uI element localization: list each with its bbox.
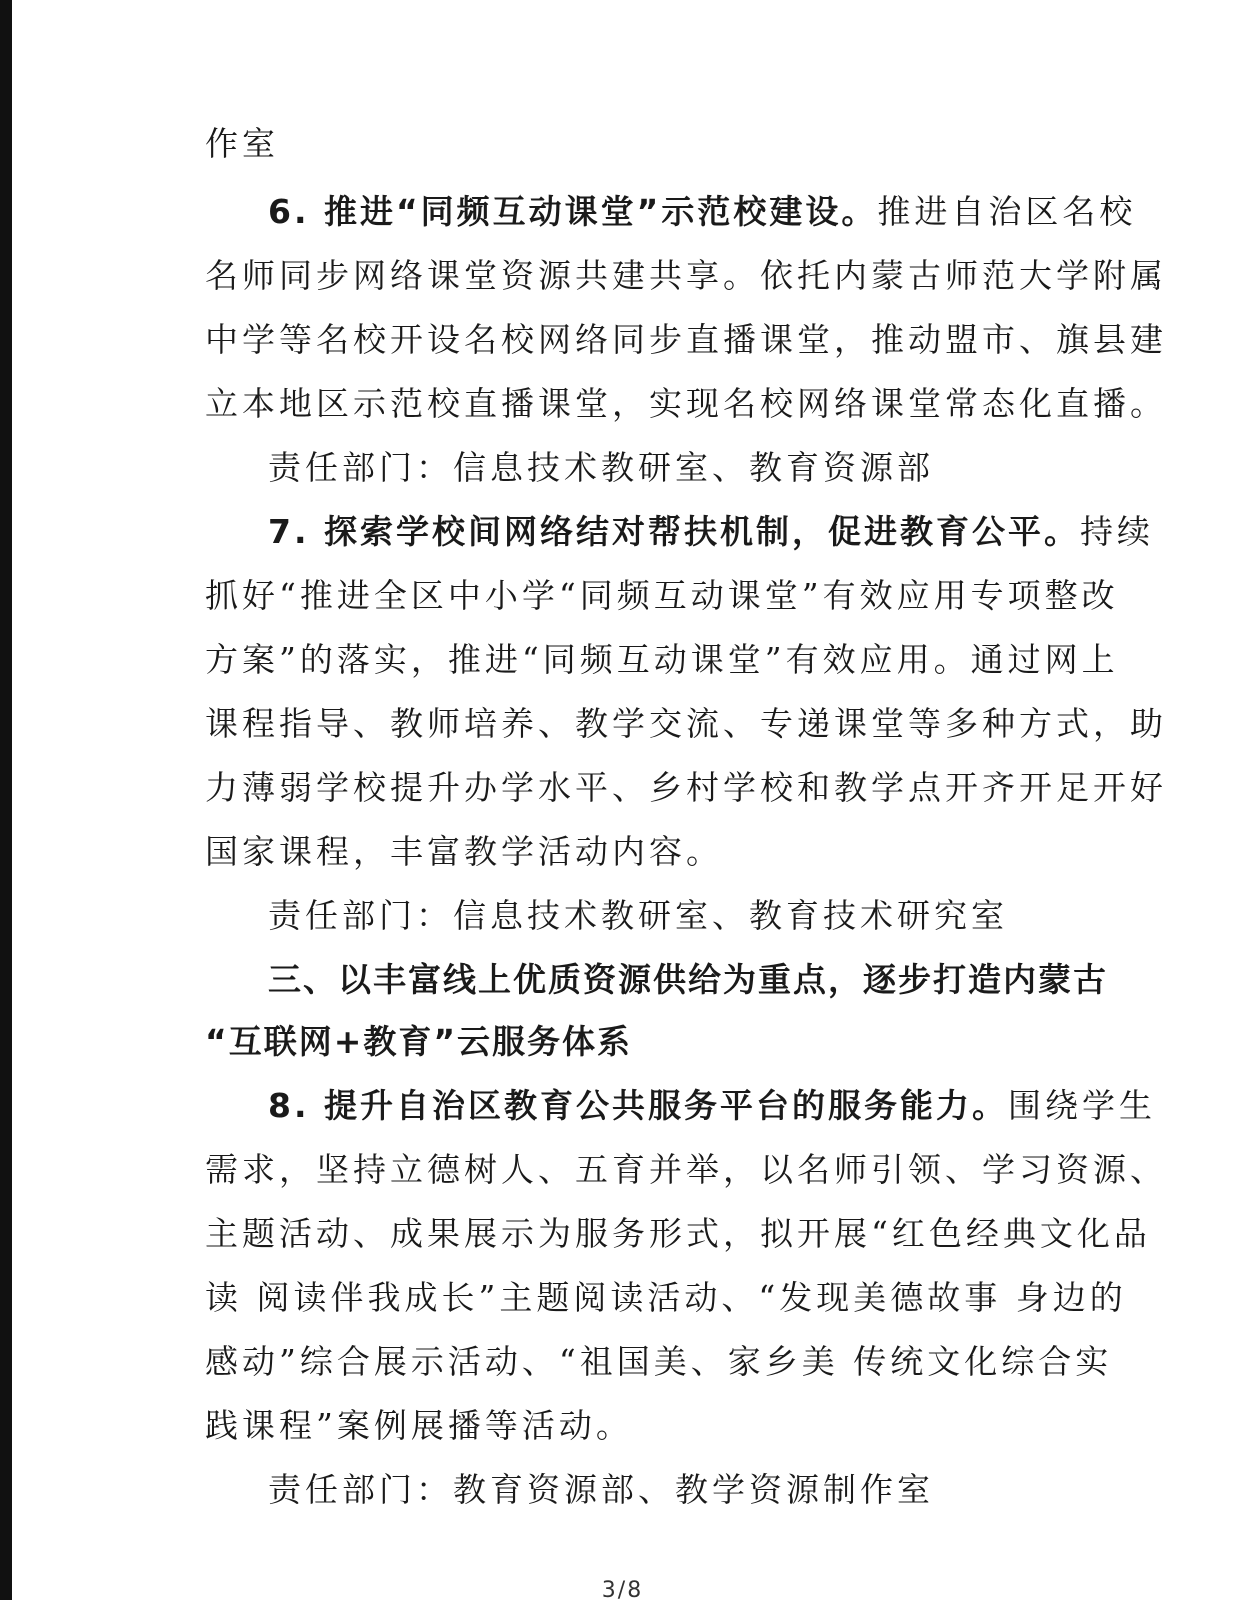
item-6-first-line [268,192,1137,232]
item-6-line-2: 名师同步网络课堂资源共建共享。依托内蒙古师范大学附属 [205,256,1167,295]
item-6-text: 推进自治区名校 [877,192,1137,231]
item-6-line-4: 立本地区示范校直播课堂，实现名校网络课堂常态化直播。 [205,384,1167,423]
section-3-heading-line-1: 三、以丰富线上优质资源供给为重点，逐步打造内蒙古 [268,960,1108,999]
item-7-line-4: 课程指导、教师培养、教学交流、专递课堂等多种方式，助 [205,704,1167,743]
item-8-text: 围绕学生 [1008,1086,1156,1125]
item-7-line-6: 国家课程，丰富教学活动内容。 [205,832,723,871]
page-number: 3/8 [601,1578,644,1603]
item-7-line-2: 抓好“推进全区中小学“同频互动课堂”有效应用专项整改 [205,576,1119,615]
item-8-line-6: 践课程”案例展播等活动。 [205,1406,633,1445]
item-7-heading: 7. 探索学校间网络结对帮扶机制，促进教育公平。 [268,512,1080,551]
continuation-line: 作室 [205,124,279,163]
section-3-heading-line-2: “互联网+教育”云服务体系 [205,1022,633,1061]
item-8-line-4: 读 阅读伴我成长”主题阅读活动、“发现美德故事 身边的 [205,1278,1127,1317]
item-8-line-5: 感动”综合展示活动、“祖国美、家乡美 传统文化综合实 [205,1342,1113,1381]
item-6-heading: 6. 推进“同频互动课堂”示范校建设。 [268,192,878,231]
item-6-line-3: 中学等名校开设名校网络同步直播课堂，推动盟市、旗县建 [205,320,1167,359]
item-8-line-2: 需求，坚持立德树人、五育并举，以名师引领、学习资源、 [205,1150,1167,1189]
item-7-line-3: 方案”的落实，推进“同频互动课堂”有效应用。通过网上 [205,640,1119,679]
item-8-first-line [268,1086,1156,1126]
item-8-responsible: 责任部门：教育资源部、教学资源制作室 [268,1470,934,1509]
item-7-first-line [268,512,1154,552]
item-7-text: 持续 [1080,512,1154,551]
item-7-line-5: 力薄弱学校提升办学水平、乡村学校和教学点开齐开足开好 [205,768,1167,807]
item-6-responsible: 责任部门：信息技术教研室、教育资源部 [268,448,934,487]
item-8-line-3: 主题活动、成果展示为服务形式，拟开展“红色经典文化品 [205,1214,1151,1253]
item-7-responsible: 责任部门：信息技术教研室、教育技术研究室 [268,896,1008,935]
item-8-heading: 8. 提升自治区教育公共服务平台的服务能力。 [268,1086,1008,1125]
